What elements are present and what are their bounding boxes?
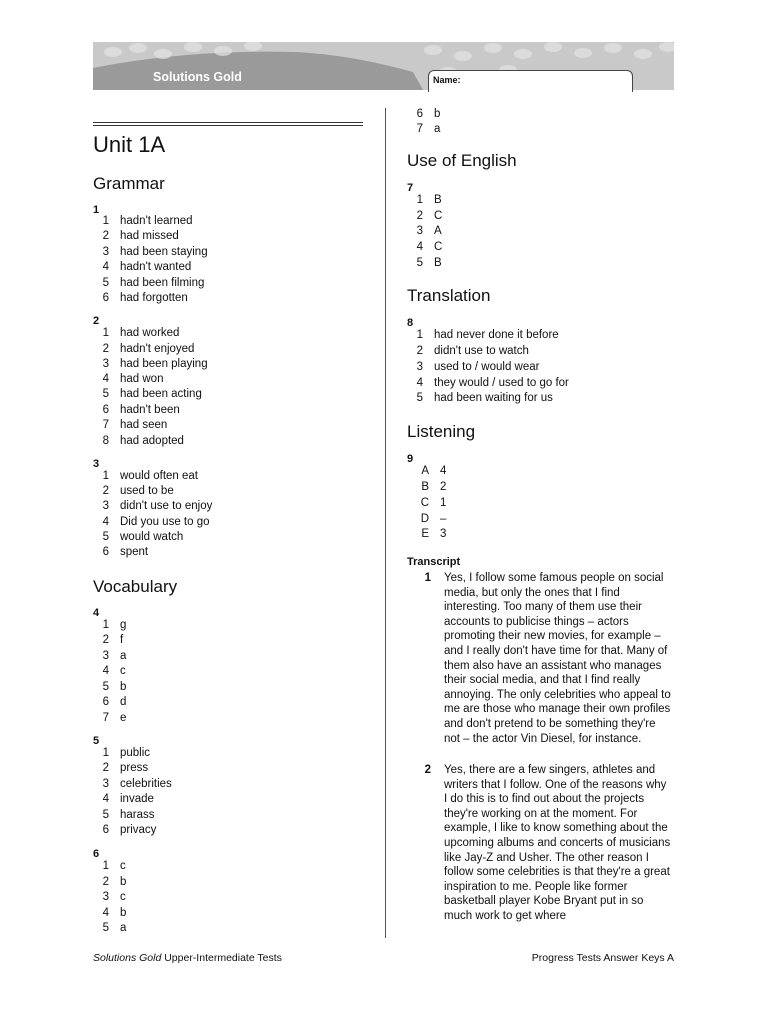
answer-text: had been waiting for us (434, 392, 553, 404)
answer-text: had worked (120, 327, 180, 339)
answer-text: harass (120, 809, 155, 821)
brand-logo: Solutions Gold (153, 70, 242, 84)
answer-text: C (434, 241, 443, 253)
item-number: 4 (102, 665, 109, 677)
answer-text: a (120, 922, 127, 934)
item-number: 1 (102, 747, 109, 759)
transcript-heading: Transcript (407, 556, 461, 568)
answer-text: used to be (120, 485, 174, 497)
item-number: 1 (102, 215, 109, 227)
transcript-paragraph (407, 763, 672, 924)
item-number: 3 (416, 361, 423, 373)
answer-text: a (434, 123, 441, 135)
question-number: 4 (93, 607, 100, 619)
title-rule-top (93, 122, 363, 123)
footer-left (93, 952, 282, 964)
answer-text: would watch (120, 531, 184, 543)
item-number: 1 (102, 470, 109, 482)
answer-text: public (120, 747, 151, 759)
answer-text: had never done it before (434, 329, 559, 341)
item-number: 6 (102, 696, 109, 708)
translation-heading: Translation (407, 286, 491, 305)
item-number: 1 (416, 329, 423, 341)
answer-text: didn't use to watch (434, 345, 529, 357)
answer-text: had seen (120, 419, 168, 431)
item-number: 5 (102, 681, 109, 693)
item-number: 3 (102, 891, 109, 903)
item-number: 3 (102, 650, 109, 662)
item-number: 5 (102, 531, 109, 543)
unit-title: Unit 1A (93, 132, 166, 157)
name-field[interactable] (428, 70, 633, 92)
answer-text: B (434, 194, 442, 206)
answer-text: g (120, 619, 127, 631)
answer-text: 3 (440, 528, 447, 540)
item-number: 2 (102, 230, 109, 242)
answer-text: privacy (120, 824, 157, 836)
item-number: 5 (102, 809, 109, 821)
listening-heading: Listening (407, 422, 476, 441)
item-number: 5 (102, 922, 109, 934)
item-number: 4 (102, 793, 109, 805)
paragraph-text: Yes, I follow some famous people on social media, but only the ones that I find interesting. Too many of them use their accounts to publicise things – actors promoting their new movies, for example – and I really don't have time for that. Many of them also have an assistant who manages their social media, and that I find really annoying. The only celebrities who appeal to me are those who manage their own profiles and don't pretend to be something they're not – the actor Vin Diesel, for instance. (444, 572, 671, 745)
item-letter: A (421, 465, 429, 477)
answer-text: A (434, 225, 442, 237)
answer-text: c (120, 860, 126, 872)
item-number: 6 (102, 292, 109, 304)
item-number: 4 (102, 261, 109, 273)
answer-text: press (120, 762, 149, 774)
answer-text: b (120, 681, 127, 693)
answer-text: had adopted (120, 435, 184, 447)
item-number: 4 (416, 241, 423, 253)
item-number: 1 (416, 194, 423, 206)
answer-text: d (120, 696, 127, 708)
item-number: 3 (416, 225, 423, 237)
item-number: 3 (102, 500, 109, 512)
answer-text: used to / would wear (434, 361, 540, 373)
answer-text: 2 (440, 481, 447, 493)
item-number: 6 (102, 824, 109, 836)
paragraph-text: Yes, there are a few singers, athletes and writers that I follow. One of the reasons why I do this is to find out about the projects they're working on at the moment. For example, I like to know something about the upcoming albums and concerts of musicians like Jay-Z and Usher. The other reason I follow some celebrities is that they're a great inspiration to me. People like former basketball player Kobe Bryant put in so much work to get where (444, 764, 671, 922)
item-number: 4 (102, 516, 109, 528)
answer-text: b (120, 876, 127, 888)
item-number: 7 (102, 419, 109, 431)
answer-text: C (434, 210, 443, 222)
paragraph-number: 1 (424, 572, 431, 584)
answer-text: b (120, 907, 127, 919)
item-number: 2 (102, 762, 109, 774)
question-number: 3 (93, 458, 100, 470)
question-number: 8 (407, 317, 414, 329)
answer-text: Did you use to go (120, 516, 210, 528)
item-number: 2 (416, 345, 423, 357)
footer-right: Progress Tests Answer Keys A (531, 952, 674, 964)
item-number: 4 (102, 907, 109, 919)
title-rule-bottom (93, 125, 363, 126)
answer-text: spent (120, 546, 149, 558)
answer-text: celebrities (120, 778, 172, 790)
answer-text: hadn't enjoyed (120, 343, 195, 355)
answer-text: a (120, 650, 127, 662)
answer-text: had forgotten (120, 292, 188, 304)
answer-text: c (120, 665, 126, 677)
item-number: 4 (102, 373, 109, 385)
item-number: 3 (102, 778, 109, 790)
vocabulary-heading: Vocabulary (93, 577, 178, 596)
answer-text: B (434, 257, 442, 269)
answer-text: had been staying (120, 246, 208, 258)
item-number: 1 (102, 327, 109, 339)
item-number: 5 (102, 388, 109, 400)
item-number: 2 (102, 485, 109, 497)
answer-text: didn't use to enjoy (120, 500, 213, 512)
answer-text: b (434, 108, 441, 120)
answer-text: had been acting (120, 388, 202, 400)
answer-text: they would / used to go for (434, 377, 569, 389)
item-letter: C (420, 497, 429, 509)
answer-text: had missed (120, 230, 179, 242)
answer-text: e (120, 712, 127, 724)
footer-series-title: Solutions Gold (93, 952, 162, 964)
answer-text: hadn't learned (120, 215, 193, 227)
paragraph-number: 2 (424, 764, 431, 776)
item-letter: B (421, 481, 429, 493)
item-letter: D (420, 513, 429, 525)
answer-text: had been filming (120, 277, 205, 289)
grammar-heading: Grammar (93, 174, 165, 193)
item-number: 5 (416, 392, 423, 404)
answer-text: hadn't been (120, 404, 180, 416)
item-number: 4 (416, 377, 423, 389)
item-number: 6 (416, 108, 423, 120)
answer-text: hadn't wanted (120, 261, 192, 273)
item-number: 2 (102, 876, 109, 888)
answer-text: 4 (440, 465, 447, 477)
question-number: 2 (93, 315, 100, 327)
transcript-paragraph (407, 571, 672, 746)
answer-text: had been playing (120, 358, 208, 370)
answer-text: – (440, 513, 447, 525)
answer-text: f (120, 634, 124, 646)
item-number: 5 (102, 277, 109, 289)
item-number: 5 (416, 257, 423, 269)
answer-text: 1 (440, 497, 447, 509)
item-number: 6 (102, 404, 109, 416)
answer-text: had won (120, 373, 164, 385)
item-number: 2 (102, 343, 109, 355)
answer-text: c (120, 891, 126, 903)
item-number: 1 (102, 860, 109, 872)
question-number: 1 (93, 204, 100, 216)
item-number: 3 (102, 246, 109, 258)
item-number: 6 (102, 546, 109, 558)
item-number: 3 (102, 358, 109, 370)
item-number: 1 (102, 619, 109, 631)
item-number: 8 (102, 435, 109, 447)
item-number: 7 (102, 712, 109, 724)
footer-book-title: Upper-Intermediate Tests (161, 952, 282, 964)
name-label: Name: (433, 75, 461, 85)
item-number: 7 (416, 123, 423, 135)
question-number: 5 (93, 735, 100, 747)
item-number: 2 (102, 634, 109, 646)
question-number: 7 (407, 182, 414, 194)
answer-text: invade (120, 793, 154, 805)
column-divider (385, 108, 386, 938)
answer-text: would often eat (120, 470, 199, 482)
item-letter: E (421, 528, 429, 540)
item-number: 2 (416, 210, 423, 222)
use-of-english-heading: Use of English (407, 151, 517, 170)
question-number: 6 (93, 848, 100, 860)
question-number: 9 (407, 453, 414, 465)
